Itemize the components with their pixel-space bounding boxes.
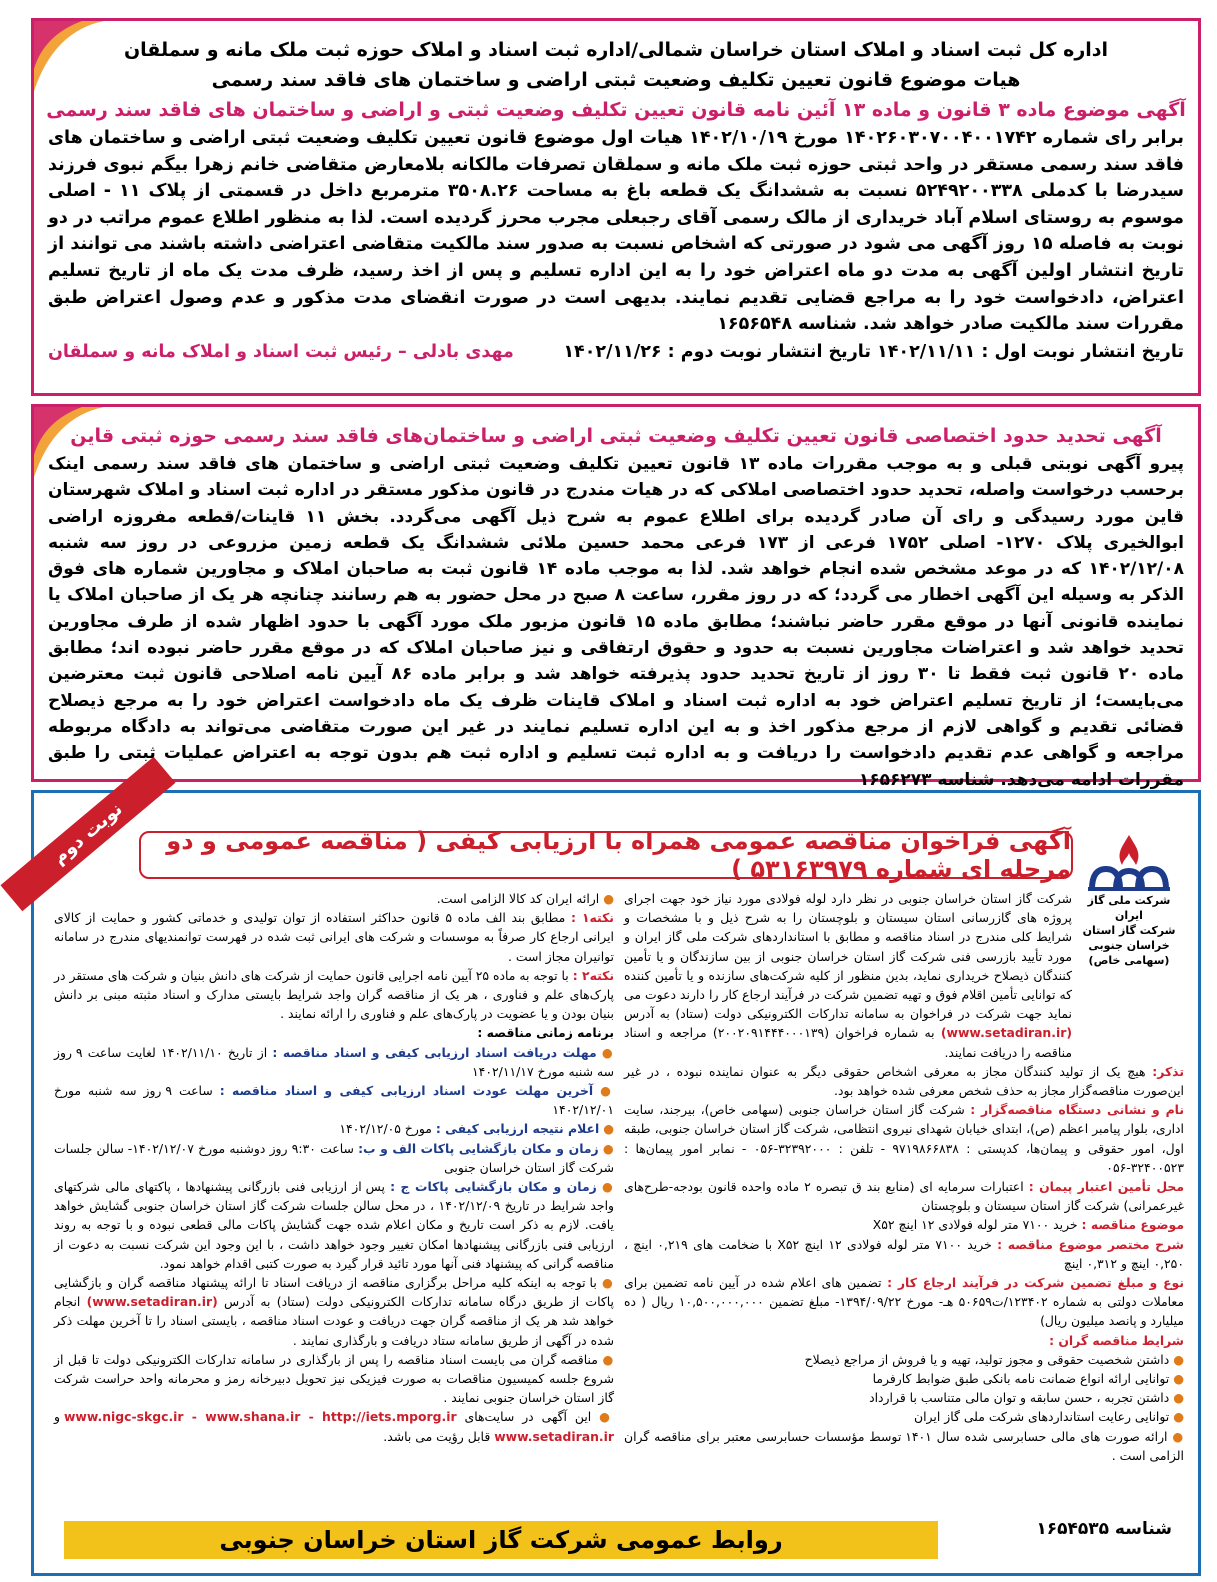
intro-text: شرکت گاز استان خراسان جنوبی در نظر دارد لوله فولادی مورد نیاز خود جهت اجرای پروژه های گازرسانی استان سیستان و بلوچستان را به شرح ذیل و با مشخصات و شرایط کلی مندرج در اسناد مناقصه و مطابق با استانداردهای شرکت ملی گاز ایران و مورد تأیید بازرسی فنی شرکت گاز استان خراسان جنوبی از بین سازندگان و یا تأمین کنندگان ذیصلاح خریداری نماید، بدین منظور از کلیه شرکت‌های سازنده و یا تأمین کننده که توانایی تأمین اقلام فوق و تهیه تضمین شرکت در فرآیند ارجاع کار را دارند دعوت می نماید جهت شرکت در فراخوان به سامانه تدارکات الکترونیکی دولت (ستاد) به آدرس: [624, 891, 1072, 1022]
sites-intro: این آگهی در سایت‌های: [464, 1409, 592, 1425]
note2-label: نکته۲ :: [572, 967, 614, 983]
note1-label: نکته۱ :: [570, 910, 614, 926]
guarantee-text: تضمین های اعلام شده در آیین نامه تضمین برای معاملات دولتی به شماره ۱۲۳۴۰۲/ت۵۰۶۵۹ هـ- مورخ ۱۳۹۴/۰۹/۲۲- مبلغ تضمین ۱۰,۵۰۰,۰۰۰,۰۰۰ ریال ( ده میلیارد و پانصد میلیون ریال): [624, 1275, 1184, 1329]
bullet-icon: ●: [601, 1275, 614, 1291]
logo-line2: شرکت گاز استان خراسان جنوبی: [1082, 924, 1176, 952]
iran-code-line: ارائه ایران کد کالا الزامی است.: [436, 891, 600, 906]
bullet-icon: ●: [601, 1044, 614, 1060]
notice-1-dates: تاریخ انتشار نوبت اول : ۱۴۰۲/۱۱/۱۱ تاریخ انتشار نوبت دوم : ۱۴۰۲/۱۱/۲۶: [563, 341, 1184, 362]
sites-end: قابل رؤیت می باشد.: [383, 1428, 491, 1444]
tender-title: آگهی فراخوان مناقصه عمومی همراه با ارزیابی کیفی ( مناقصه عمومی و دو مرحله ای شماره ۵۳۱۶۳۹۷۹ ): [166, 827, 1071, 883]
summary-text: خرید ۷۱۰۰ متر لوله فولادی ۱۲ اینچ X۵۲ با ضخامت های ۰,۲۱۹ اینچ ، ۰,۲۵۰ اینچ و ۰,۳۱۲ اینچ: [624, 1236, 1184, 1271]
guarantee-label: نوع و مبلغ تضمین شرکت در فرآیند ارجاع کار :: [887, 1275, 1184, 1291]
tender-shenaseh: شناسه ۱۶۵۴۵۳۵: [1036, 1519, 1172, 1539]
notice-2: [31, 404, 1201, 790]
notice-1-line2: هیات موضوع قانون تعیین تکلیف وضعیت ثبتی اراضی و ساختمان های فاقد سند رسمی: [211, 69, 1021, 91]
bullet-icon: ●: [1173, 1390, 1184, 1406]
schedule-1-text: از تاریخ ۱۴۰۲/۱۱/۱۰ لغایت ساعت ۹ روز سه شنبه مورخ ۱۴۰۲/۱۱/۱۷: [54, 1044, 614, 1079]
intro-text-2: به شماره فراخوان (۲۰۰۲۰۹۱۴۴۴۰۰۰۱۳۹) مراجعه و اسناد مناقصه را دریافت نمایند.: [624, 1025, 1072, 1060]
footer-bar: [64, 1521, 938, 1559]
credit-label: محل تأمین اعتبار پیمان :: [1028, 1179, 1184, 1195]
notice-2-body: پیرو آگهی نوبتی قبلی و به موجب مقررات ماده ۱۳ قانون تعیین تکلیف وضعیت ثبتی اراضی و ساختمان های فاقد سند رسمی اینک برحسب درخواست واصله، تحدید حدود اختصاصی املاکی که در هیات مندرج در قانون مذکور مستقر در اداره ثبت اسناد و املاک شهرستان قاین مورد رسیدگی و رای آن صادر گردیده برای اطلاع عموم به شرح ذیل آگهی می‌گردد. بخش ۱۱ قاینات/قطعه مفروزه اراضی ابوالخیری پلاک ۱۲۷۰- اصلی ۱۷۵۲ فرعی از ۱۷۳ فرعی محمد حسین ملائی ششدانگ یک قطعه زمین مزروعی در روز سه شنبه ۱۴۰۲/۱۲/۰۸ که در موعد مشخص شده انجام خواهد شد. لذا به موجب ماده ۱۴ قانون ثبت به صاحبان املاک و مجاورین شماره های فوق الذکر به وسیله این آگهی اخطار می گردد؛ که در روز مقرر، ساعت ۸ صبح در محل حضور به هم رسانند چنانچه هر یک از صاحبان املاک یا نماینده قانونی آنها در موقع مقرر حاضر نباشند؛ مطابق ماده ۱۵ قانون مزبور ملک مورد آگهی با حدود اظهار شده از طرف مجاورین تحدید خواهد شد و اعتراضات مجاورین نسبت به حدود و حقوق ارتفاقی و نیز صاحبان املاک که در موقع مقرر حاضر نبوده اند؛ مطابق ماده ۲۰ قانون ثبت فقط تا ۳۰ روز از تاریخ تحدید حدود پذیرفته خواهد شد و برابر ماده ۸۶ آیین نامه اصلاحی قانون ثبت معترضین می‌بایست؛ از تاریخ تسلیم اعتراض خود به اداره ثبت اسناد و املاک قاینات ظرف یک ماه دادخواست اعتراض خود را به مرجع ذیصلاح قضائی تقدیم و گواهی لازم از مرجع مذکور اخذ و به این اداره تسلیم نمایند در غیر این صورت متقاضی می‌تواند به دادگاه مربوطه مراجعه و گواهی عدم تقدیم دادخواست را دریافت و به اداره ثبت تسلیم و اداره ثبت هم بدون توجه به اعتراض عملیات ثبتی را طبق مقررات ادامه می‌دهد. شناسه ۱۶۵۶۲۷۳: [48, 454, 1185, 790]
notice-1-title: آگهی موضوع ماده ۳ قانون و ماده ۱۳ آئین نامه قانون تعیین تکلیف وضعیت ثبتی و اراضی و ساختمان های فاقد سند رسمی: [46, 99, 1186, 121]
schedule-2-text: ساعت ۹ روز سه شنبه مورخ ۱۴۰۲/۱۲/۰۱: [54, 1083, 614, 1118]
notice-1-footer-row: [34, 338, 1198, 366]
condition-item: ● توانایی رعایت استانداردهای شرکت ملی گاز ایران: [914, 1409, 1184, 1425]
note1-text: مطابق بند الف ماده ۵ قانون حداکثر استفاده از توان تولیدی و خدماتی کشور و حمایت از کالای ایرانی ارجاع کار صرفاً به موسسات و شرکت های ایرانی ثبت شده در فهرست توانمندیهای مندرج در سامانه توانیران مجاز است .: [54, 910, 614, 964]
tender-right-column: [624, 889, 1184, 1489]
condition-item: ● داشتن شخصیت حقوقی و مجوز تولید، تهیه و یا فروش از مراجع ذیصلاح: [804, 1351, 1184, 1367]
gas-flame-logo-icon: [1084, 831, 1174, 893]
bullet-icon: ●: [603, 891, 614, 906]
credit-text: اعتبارات سرمایه ای (منابع بند ق تبصره ۲ ماده واحده قانون بودجه-طرح‌های غیرعمرانی) شرکت گاز استان سیستان و بلوچستان: [624, 1179, 1184, 1214]
conditions-label: شرایط مناقصه گران :: [1049, 1332, 1184, 1348]
logo-line3: (سهامی خاص): [1088, 954, 1170, 967]
para1-text: با توجه به اینکه کلیه مراحل برگزاری مناقصه از دریافت اسناد تا ارائه پیشنهاد مناقصه گران و بازگشایی پاکات از طریق درگاه سامانه تدارکات الکترونیکی دولت (ستاد) به آدرس: [54, 1275, 614, 1310]
condition-item: ● ارائه صورت های مالی حسابرسی شده سال ۱۴۰۱ توسط مؤسسات حسابرسی معتبر برای مناقصه گران الزامی است .: [624, 1428, 1184, 1463]
notice-1: [31, 18, 1201, 396]
tender-left-column: ● ارائه ایران کد کالا الزامی است. نکته۱ : مطابق بند الف ماده ۵ قانون حداکثر استفاده از توان تولیدی و خدماتی کشور و حمایت از کالای ایرانی ارجاع کار صرفاً به موسسات و شرکت های ایرانی ثبت شده در فهرست توانمندیهای مندرج در سامانه توانیران مجاز است . نکته۲ : با توجه به ماده ۲۵ آیین نامه اجرایی قانون حمایت از شرکت های دانش بنیان و شرکت های مستقر در پارک‌های علم و فناوری ، هر یک از مناقصه گران واجد شرایط بایستی مدارک و اسناد مثبته مبنی بر دانش بنیان بودن و یا عضویت در پارک‌های علم و فناوری را ارائه نمایند . برنامه زمانی مناقصه : ● مهلت دریافت اسناد ارزیابی کیفی و اسناد مناقصه : از تاریخ ۱۴۰۲/۱۱/۱۰ لغایت ساعت ۹ روز سه شنبه مورخ ۱۴۰۲/۱۱/۱۷ ● آخرین مهلت عودت اسناد ارزیابی کیفی و اسناد مناقصه : ساعت ۹ روز سه شنبه مورخ ۱۴۰۲/۱۲/۰۱ ● اعلام نتیجه ارزیابی کیفی : مورخ ۱۴۰۲/۱۲/۰۵ ● زمان و مکان بازگشایی پاکات الف و ب: ساعت ۹:۳۰ روز دوشنبه مورخ ۱۴۰۲/۱۲/۰۷- سالن جلسات شرکت گاز استان خراسان جنوبی ● زمان و مکان بازگشایی پاکات ج : پس از ارزیابی فنی بازرگانی پیشنهادها ، پاکتهای مالی شرکتهای واجد شرایط در تاریخ ۱۴۰۲/۱۲/۰۹ ، در محل سالن جلسات شرکت گاز استان خراسان جنوبی گشایش خواهد یافت. لازم به ذکر است تاریخ و مکان اعلام شده جهت گشایش پاکات مالی قطعی نبوده و با توجه به روند ارزیابی فنی بازرگانی پیشنهادها امکان تغییر وجود خواهد داشت ، با این وجود این شرکت نسبت به دعوت از مناقصه گرانی که پیشنهاد فنی آنها مورد تائید قرار گیرد به صورت کتبی اقدام خواهد نمود. ● با توجه به اینکه کلیه مراحل برگزاری مناقصه از دریافت اسناد تا ارائه پیشنهاد مناقصه گران و بازگشایی پاکات از طریق درگاه سامانه تدارکات الکترونیکی دولت (ستاد) به آدرس (www.setadiran.ir) انجام خواهد شد هر یک از مناقصه گران جهت دریافت و عودت اسناد مناقصه ، بایستی اسناد را تا آخرین مهلت ذکر شده در آگهی از طریق سامانه ستاد دریافت و بارگذاری نمایند . ● مناقصه گران می بایست اسناد مناقصه را پس از بارگذاری در سامانه تدارکات الکترونیکی دولت تا قبل از شروع جلسه کمیسیون مناقصات به صورت فیزیکی نیز تحویل دبیرخانه رمز و محرمانه واحد حراست شرکت گاز استان خراسان جنوبی نمایند . ● این آگهی در سایت‌های www.nigc-skgc.ir - www.shana.ir - http://iets.mporg.ir و www.setadiran.ir قابل رؤیت می باشد.: [54, 891, 615, 1444]
condition-item: ● داشتن تجربه ، حسن سابقه و توان مالی متناسب با قرارداد: [869, 1390, 1184, 1406]
bullet-icon: ●: [600, 1083, 615, 1099]
summary-label: شرح مختصر موضوع مناقصه :: [997, 1236, 1184, 1252]
setadiran-link[interactable]: (www.setadiran.ir): [940, 1025, 1072, 1041]
address-text: شرکت گاز استان خراسان جنوبی (سهامی خاص)، بیرجند، سایت اداری، بلوار پیامبر اعظم (ص)، ابتدای خیابان شهدای نیروی انتظامی، شرکت گاز استان خراسان جنوبی، طبقه اول، امور حقوقی و پیمان‌ها، کدپستی : ۹۷۱۹۸۶۶۸۳۸ - تلفن : ۳۲۳۹۲۰۰۰-۰۵۶ - نمابر امور پیمان‌ها : ۳۲۴۰۰۵۲۳-۰۵۶: [624, 1102, 1184, 1175]
subject-label: موضوع مناقصه :: [1081, 1217, 1184, 1233]
tender-notice: [31, 790, 1201, 1576]
para1-text-b: انجام خواهد شد هر یک از مناقصه گران جهت دریافت و عودت اسناد مناقصه ، بایستی اسناد را تا آخرین مهلت ذکر شده در آگهی از طریق سامانه ستاد دریافت و بارگذاری نمایند .: [54, 1294, 614, 1348]
bullet-icon: ●: [602, 1140, 614, 1156]
setadiran-link-2[interactable]: (www.setadiran.ir): [86, 1294, 218, 1310]
address-label: نام و نشانی دستگاه مناقصه‌گزار :: [970, 1102, 1184, 1118]
schedule-3-text: مورخ ۱۴۰۲/۱۲/۰۵: [339, 1121, 432, 1137]
note2-text: با توجه به ماده ۲۵ آیین نامه اجرایی قانون حمایت از شرکت های دانش بنیان و شرکت های مستقر در پارک‌های علم و فناوری ، هر یک از مناقصه گران واجد شرایط بایستی مدارک و اسناد مثبته مبنی بر دانش بنیان بودن و یا عضویت در پارک‌های علم و فناوری را ارائه نمایند .: [54, 967, 614, 1022]
bullet-icon: ●: [602, 1351, 614, 1367]
notice-2-title: آگهی تحدید حدود اختصاصی قانون تعیین تکلیف وضعیت ثبتی اراضی و ساختمان‌های فاقد سند رسمی حوزه ثبتی قاین: [70, 425, 1162, 447]
notice-1-signature: مهدی بادلی – رئیس ثبت اسناد و املاک مانه و سملقان: [48, 341, 514, 362]
bullet-icon: ●: [1173, 1351, 1184, 1367]
notice-1-line1: اداره کل ثبت اسناد و املاک استان خراسان شمالی/اداره ثبت اسناد و املاک حوزه ثبت ملک مانه و سملقان: [123, 39, 1109, 61]
sites-links[interactable]: www.nigc-skgc.ir - www.shana.ir - http://iets.mporg.ir: [63, 1409, 457, 1425]
bullet-icon: ●: [1173, 1371, 1184, 1387]
logo-line1: شرکت ملی گاز ایران: [1087, 894, 1171, 922]
para2-text: مناقصه گران می بایست اسناد مناقصه را پس از بارگذاری در سامانه تدارکات الکترونیکی دولت تا قبل از شروع جلسه کمیسیون مناقصات به صورت فیزیکی نیز تحویل دبیرخانه رمز و محرمانه واحد حراست شرکت گاز استان خراسان جنوبی نمایند .: [54, 1351, 614, 1406]
schedule-5-label: زمان و مکان بازگشایی پاکات ج :: [390, 1179, 597, 1195]
corner-swoosh-icon: [34, 21, 104, 91]
tazakor-label: تذکر:: [1152, 1063, 1184, 1079]
schedule-3-label: اعلام نتیجه ارزیابی کیفی :: [435, 1121, 600, 1137]
bullet-icon: ●: [599, 1409, 614, 1425]
footer-text: روابط عمومی شرکت گاز استان خراسان جنوبی: [219, 1526, 783, 1554]
schedule-2-label: آخرین مهلت عودت اسناد ارزیابی کیفی و اسناد مناقصه :: [219, 1083, 594, 1099]
notice-1-body: برابر رای شماره ۱۴۰۲۶۰۳۰۷۰۰۴۰۰۱۷۴۲ مورخ ۱۴۰۲/۱۰/۱۹ هیات اول موضوع قانون تعیین تکلیف وضعیت ثبتی اراضی و ساختمان های فاقد سند رسمی مستقر در واحد ثبتی حوزه ثبت ملک مانه و سملقان تصرفات مالکانه بلامعارض متقاضی خانم زهرا بیگم نبوی فرزند سیدرضا با کدملی ۵۲۴۹۲۰۰۳۳۸ نسبت به ششدانگ یک قطعه باغ به مساحت ۳۵۰۸.۲۶ مترمربع داخل در قسمتی از پلاک ۱۱ - اصلی موسوم به روستای اسلام آباد خریداری از مالک رسمی آقای رجبعلی مجرب محرز گردیده است. لذا به منظور اطلاع عموم مراتب در دو نوبت به فاصله ۱۵ روز آگهی می شود در صورتی که اشخاص نسبت به صدور سند مالکیت متقاضی اعتراضی داشته باشند می توانند از تاریخ انتشار اولین آگهی به مدت دو ماه اعتراض خود را به این اداره تسلیم و پس از اخذ رسید، ظرف مدت یک ماه از تاریخ تسلیم اعتراض، دادخواست خود را به مراجع قضایی تقدیم نمایند. بدیهی است در صورت انقضای مدت مذکور و عدم وصول اعتراض طبق مقررات سند مالکیت صادر خواهد شد. شناسه ۱۶۵۶۵۴۸: [48, 128, 1184, 335]
subject-text: خرید ۷۱۰۰ متر لوله فولادی ۱۲ اینچ X۵۲: [872, 1217, 1078, 1233]
bullet-icon: ●: [1173, 1409, 1184, 1425]
corner-swoosh-icon: [34, 407, 104, 477]
tender-title-box: [139, 827, 1073, 883]
schedule-4-label: زمان و مکان بازگشایی پاکات الف و ب:: [358, 1140, 599, 1156]
ribbon-label: نوبت دوم: [0, 757, 175, 912]
schedule-5-text: پس از ارزیابی فنی بازرگانی پیشنهادها ، پاکتهای مالی شرکتهای واجد شرایط در تاریخ ۱۴۰۲/۱۲/۰۹ ، در محل سالن جلسات شرکت گاز استان خراسان جنوبی گشایش خواهد یافت. لازم به ذکر است تاریخ و مکان اعلام شده جهت گشایش پاکات مالی قطعی نبوده و با توجه به روند ارزیابی فنی بازرگانی پیشنهادها امکان تغییر وجود خواهد داشت ، با این وجود این شرکت نسبت به دعوت از مناقصه گرانی که پیشنهاد فنی آنها مورد تائید قرار گیرد به صورت کتبی اقدام خواهد نمود.: [54, 1179, 614, 1271]
tazakor-text: هیچ یک از تولید کنندگان مجاز به معرفی اشخاص حقوقی دیگر به عنوان نماینده نبوده ، در غیر این‌صورت مناقصه‌گزار مجاز به حذف شخص معرفی شده خواهد بود.: [624, 1063, 1184, 1099]
setadiran-link-3[interactable]: www.setadiran.ir: [494, 1428, 614, 1444]
tender-columns: [54, 889, 1184, 1489]
schedule-1-label: مهلت دریافت اسناد ارزیابی کیفی و اسناد مناقصه :: [272, 1044, 597, 1060]
schedule-4-text: ساعت ۹:۳۰ روز دوشنبه مورخ ۱۴۰۲/۱۲/۰۷- سالن جلسات شرکت گاز استان خراسان جنوبی: [54, 1140, 614, 1175]
bullet-icon: ●: [1172, 1428, 1184, 1444]
condition-item: ● توانایی ارائه انواع ضمانت نامه بانکی طبق ضوابط کارفرما: [872, 1371, 1184, 1387]
bullet-icon: ●: [601, 1179, 614, 1195]
bullet-icon: ●: [603, 1121, 614, 1137]
schedule-label: برنامه زمانی مناقصه :: [477, 1025, 614, 1041]
